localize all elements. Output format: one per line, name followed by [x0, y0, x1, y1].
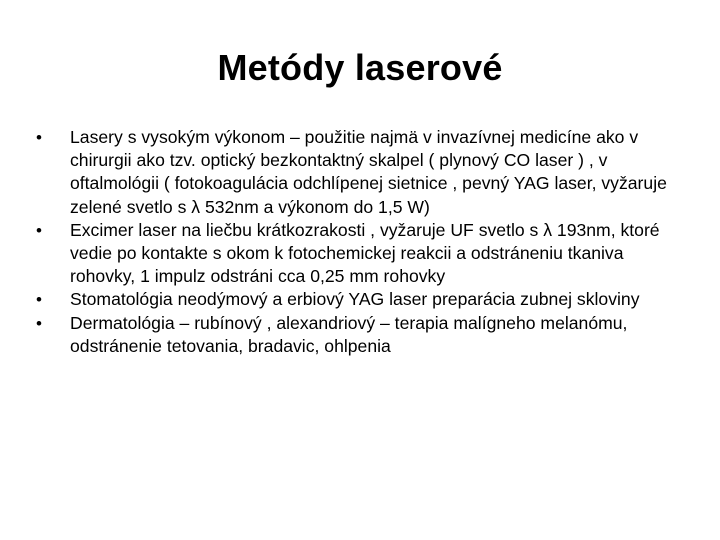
bullet-item	[36, 288, 691, 311]
bullet-item	[36, 219, 691, 289]
bullet-marker: •	[36, 128, 42, 147]
bullet-marker: •	[36, 220, 42, 240]
bullet-item	[36, 126, 691, 219]
bullet-text: Lasery s vysokým výkonom – použitie najmä v invazívnej medicíne ako v chirurgii ako tzv. optický bezkontaktný skalpel ( plynový CO laser ) , v oftalmológii ( fotokoagulácia odchlípenej sietnice , pevný YAG laser, vyžaruje zelené svetlo s λ 532nm a výkonom do 1,5 W)	[70, 127, 667, 217]
bullet-list	[36, 126, 691, 358]
bullet-text: Stomatológia neodýmový a erbiový YAG laser preparácia zubnej skloviny	[70, 289, 640, 310]
slide-title: Metódy laserové	[217, 47, 503, 88]
bullet-text: Excimer laser na liečbu krátkozrakosti , vyžaruje UF svetlo s λ 193nm, ktoré vedie po kontakte s okom k fotochemickej reakcii a odstráneniu tkaniva rohovky, 1 impulz odstráni cca 0,25 mm rohovky	[70, 219, 660, 287]
bullet-text: Dermatológia – rubínový , alexandriový – terapia malígneho melanómu, odstránenie tetovania, bradavic, ohlpenia	[70, 312, 628, 356]
bullet-item	[36, 312, 691, 358]
bullet-marker: •	[36, 313, 42, 333]
bullet-marker: •	[36, 290, 42, 310]
